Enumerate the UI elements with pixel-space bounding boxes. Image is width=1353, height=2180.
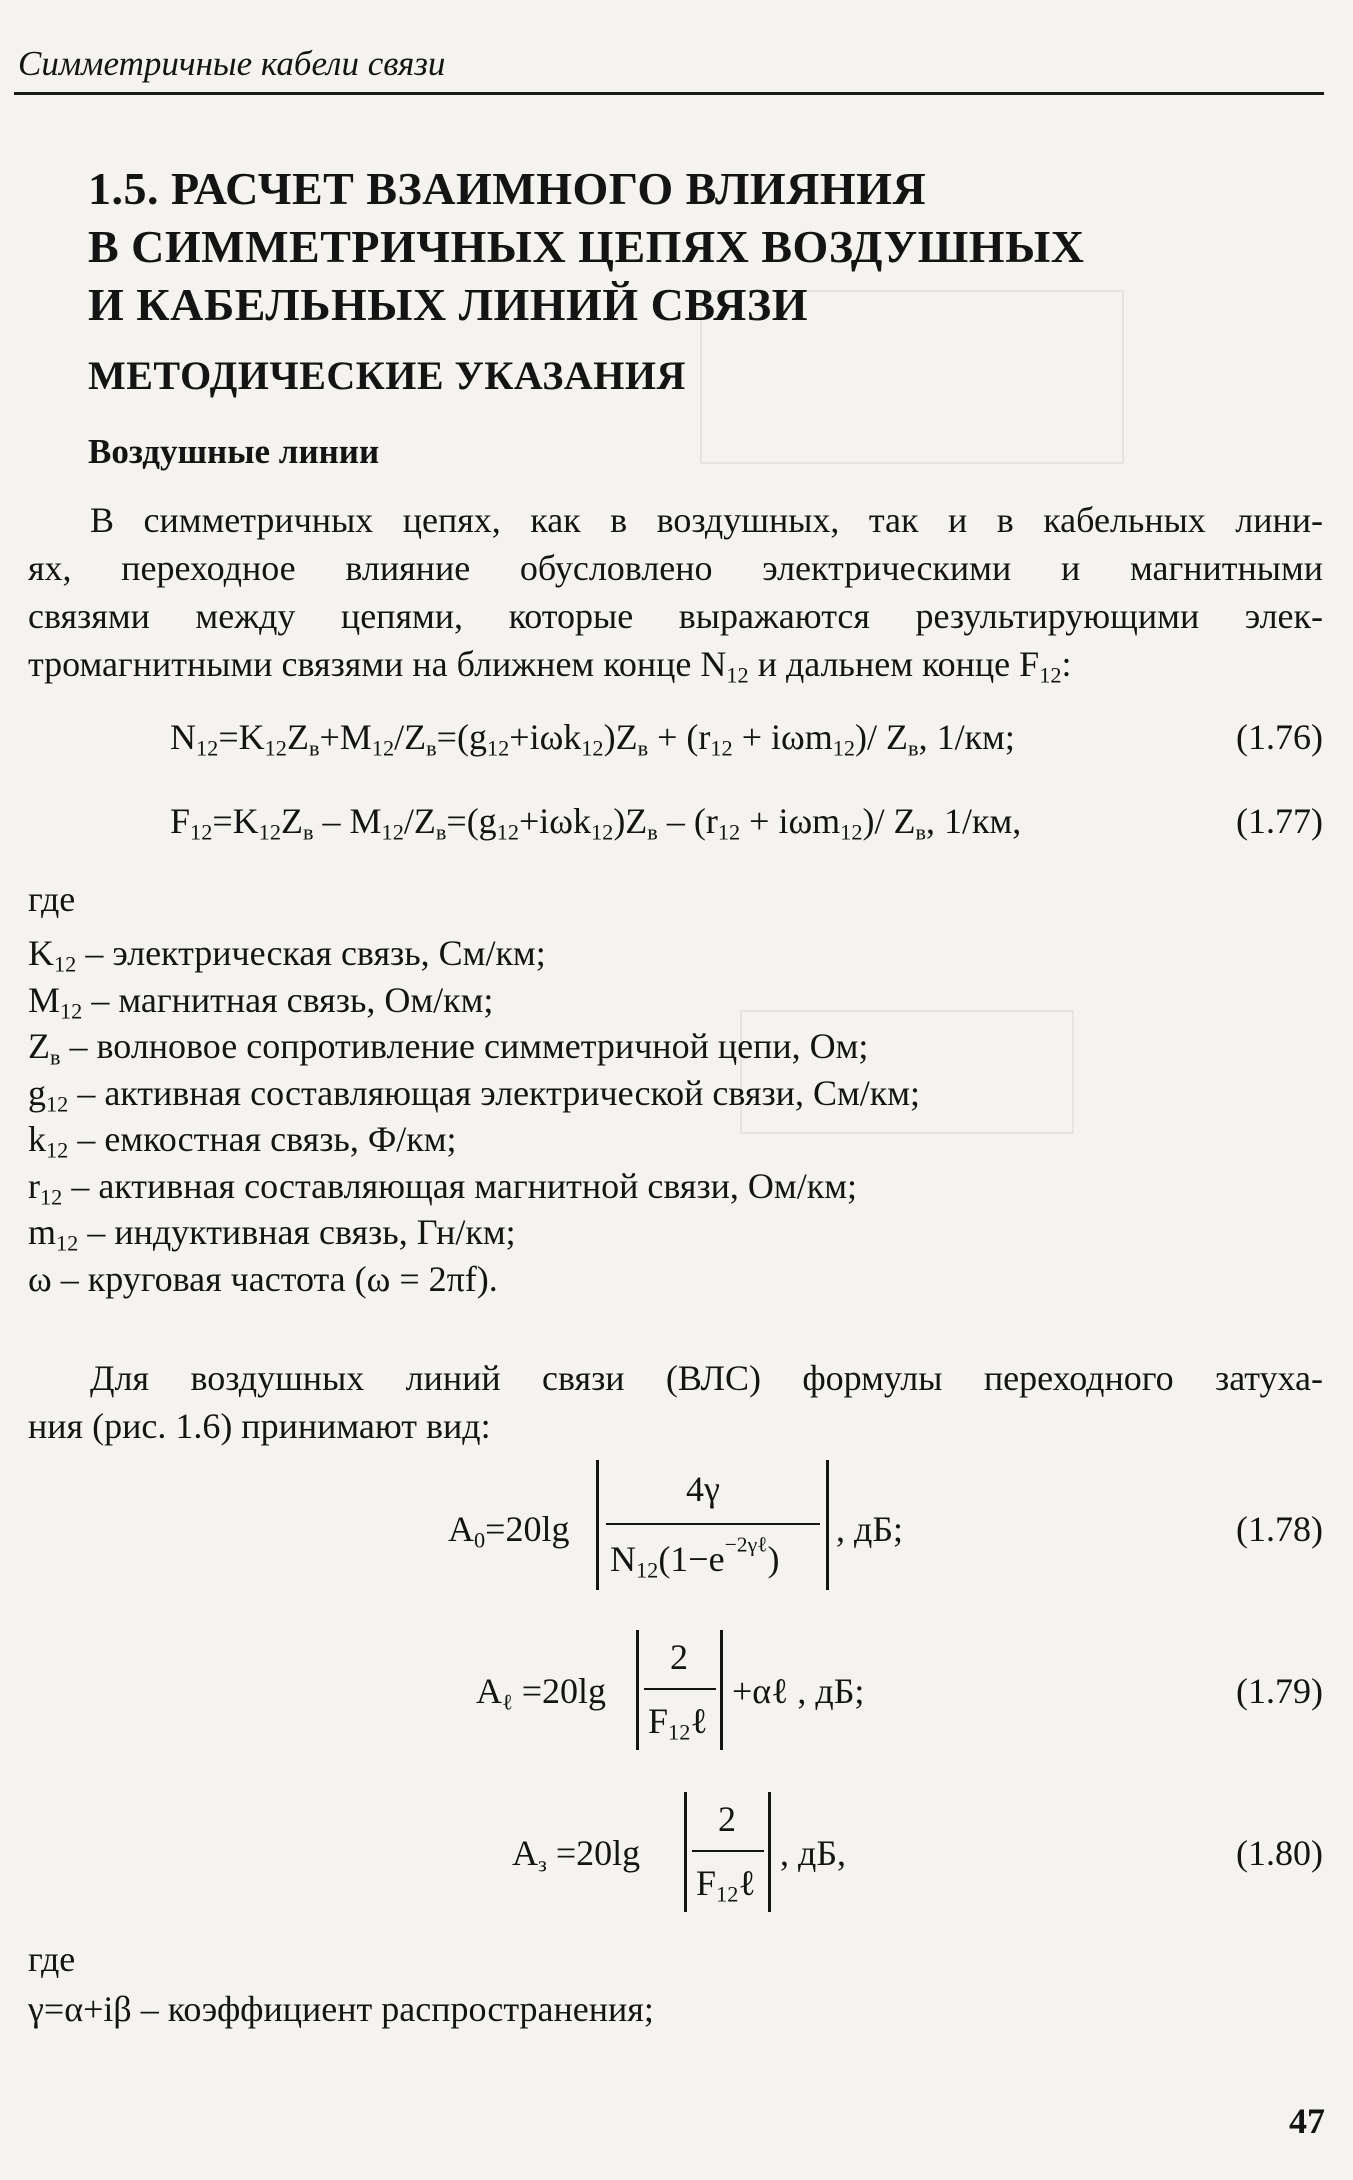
text-line: Для воздушных линий связи (ВЛС) формулы переходного затуха- xyxy=(90,1358,1323,1398)
definition-item: ω – круговая частота (ω = 2πf). xyxy=(28,1258,498,1299)
where-label: где xyxy=(28,879,76,919)
abs-bar-left xyxy=(636,1630,639,1750)
fraction-denominator: $F_{12}\ell$ xyxy=(696,1863,756,1907)
equation-lhs: $A_0=20\lg$ xyxy=(448,1509,570,1553)
where-label: где xyxy=(28,1939,76,1979)
air-lines-heading: Воздушные линии xyxy=(88,432,380,471)
equation-number: (1.77) xyxy=(1236,801,1323,841)
equation-tail: +αℓ , дБ; xyxy=(732,1671,865,1711)
text-line: тромагнитными связями на ближнем конце $N_{12}$ и дальнем конце $F_{12}$: xyxy=(28,644,1072,688)
definition-item: $M_{12}$ – магнитная связь, Ом/км; xyxy=(28,979,494,1024)
header-rule xyxy=(14,92,1324,95)
definition-item: $g_{12}$ – активная составляющая электрической связи, См/км; xyxy=(28,1072,921,1117)
section-title-line: И КАБЕЛЬНЫХ ЛИНИЙ СВЯЗИ xyxy=(88,279,808,330)
equation-number: (1.76) xyxy=(1236,717,1323,757)
intro-paragraph xyxy=(28,496,1323,688)
equation-lhs: $A_\ell =20\lg$ xyxy=(476,1671,607,1715)
text-line: связями между цепями, которые выражаются результирующими элек- xyxy=(28,596,1323,636)
abs-bar-right xyxy=(826,1460,829,1590)
equation-1-76 xyxy=(0,716,1353,766)
fraction-denominator: $N_{12}(1-e^{-2\gamma\ell})$ xyxy=(610,1532,780,1583)
text-line: ния (рис. 1.6) принимают вид: xyxy=(28,1406,491,1446)
running-header: Симметричные кабели связи xyxy=(18,44,446,83)
definition-item: $k_{12}$ – емкостная связь, Ф/км; xyxy=(28,1119,457,1163)
text-line: В симметричных цепях, как в воздушных, так и в кабельных лини- xyxy=(90,500,1323,540)
equation-number: (1.79) xyxy=(1236,1671,1323,1711)
equation-1-77 xyxy=(0,800,1353,850)
definition-item: $r_{12}$ – активная составляющая магнитной связи, Ом/км; xyxy=(28,1165,857,1210)
text-line: ях, переходное влияние обусловлено электрическими и магнитными xyxy=(28,548,1323,588)
equation-expression: $F_{12}=K_{12}Z_в - M_{12}/Z_в=(g_{12}+i\omega k_{12})Z_в - (r_{12} + i\omega m_{12})/$ $Z_в$, 1/км, xyxy=(170,801,1022,845)
fraction-line xyxy=(644,1688,716,1690)
fraction-numerator: 2 xyxy=(670,1637,688,1677)
section-title xyxy=(88,160,1238,334)
fraction-line xyxy=(692,1850,764,1852)
definition-item: $K_{12}$ – электрическая связь, См/км; xyxy=(28,933,546,977)
equation-number: (1.78) xyxy=(1236,1509,1323,1549)
equation-1-79 xyxy=(0,1630,1353,1760)
definition-item: $m_{12}$ – индуктивная связь, Гн/км; xyxy=(28,1212,516,1256)
section-title-line: 1.5. РАСЧЕТ ВЗАИМНОГО ВЛИЯНИЯ xyxy=(88,163,927,214)
definition-item: $Z_в$ – волновое сопротивление симметричной цепи, Ом; xyxy=(28,1026,869,1070)
equation-number: (1.80) xyxy=(1236,1833,1323,1873)
abs-bar-left xyxy=(596,1460,599,1590)
fraction-numerator: 4γ xyxy=(686,1469,720,1509)
methods-heading: МЕТОДИЧЕСКИЕ УКАЗАНИЯ xyxy=(88,353,686,398)
equation-lhs: $A_з =20\lg$ xyxy=(512,1833,641,1877)
attenuation-paragraph xyxy=(28,1354,1323,1450)
definitions-list xyxy=(28,930,1228,1302)
equation-1-78 xyxy=(0,1460,1353,1600)
section-title-line: В СИММЕТРИЧНЫХ ЦЕПЯХ ВОЗДУШНЫХ xyxy=(88,221,1085,272)
fraction-numerator: 2 xyxy=(718,1799,736,1839)
abs-bar-right xyxy=(720,1630,723,1750)
page-number: 47 xyxy=(1289,2101,1325,2141)
abs-bar-left xyxy=(684,1792,687,1912)
equation-unit: , дБ; xyxy=(836,1509,903,1549)
gamma-definition: γ=α+iβ – коэффициент распространения; xyxy=(28,1989,654,2029)
fraction-denominator: $F_{12}\ell$ xyxy=(648,1701,708,1745)
abs-bar-right xyxy=(768,1792,771,1912)
equation-1-80 xyxy=(0,1792,1353,1922)
equation-expression: $N_{12}=K_{12}Z_в+M_{12}/Z_в=(g_{12}+i\omega k_{12})Z_в + (r_{12} + i\omega m_{12})/$ $Z_в$, 1/км; xyxy=(170,717,1015,761)
fraction-line xyxy=(606,1523,820,1525)
equation-unit: , дБ, xyxy=(780,1833,846,1873)
